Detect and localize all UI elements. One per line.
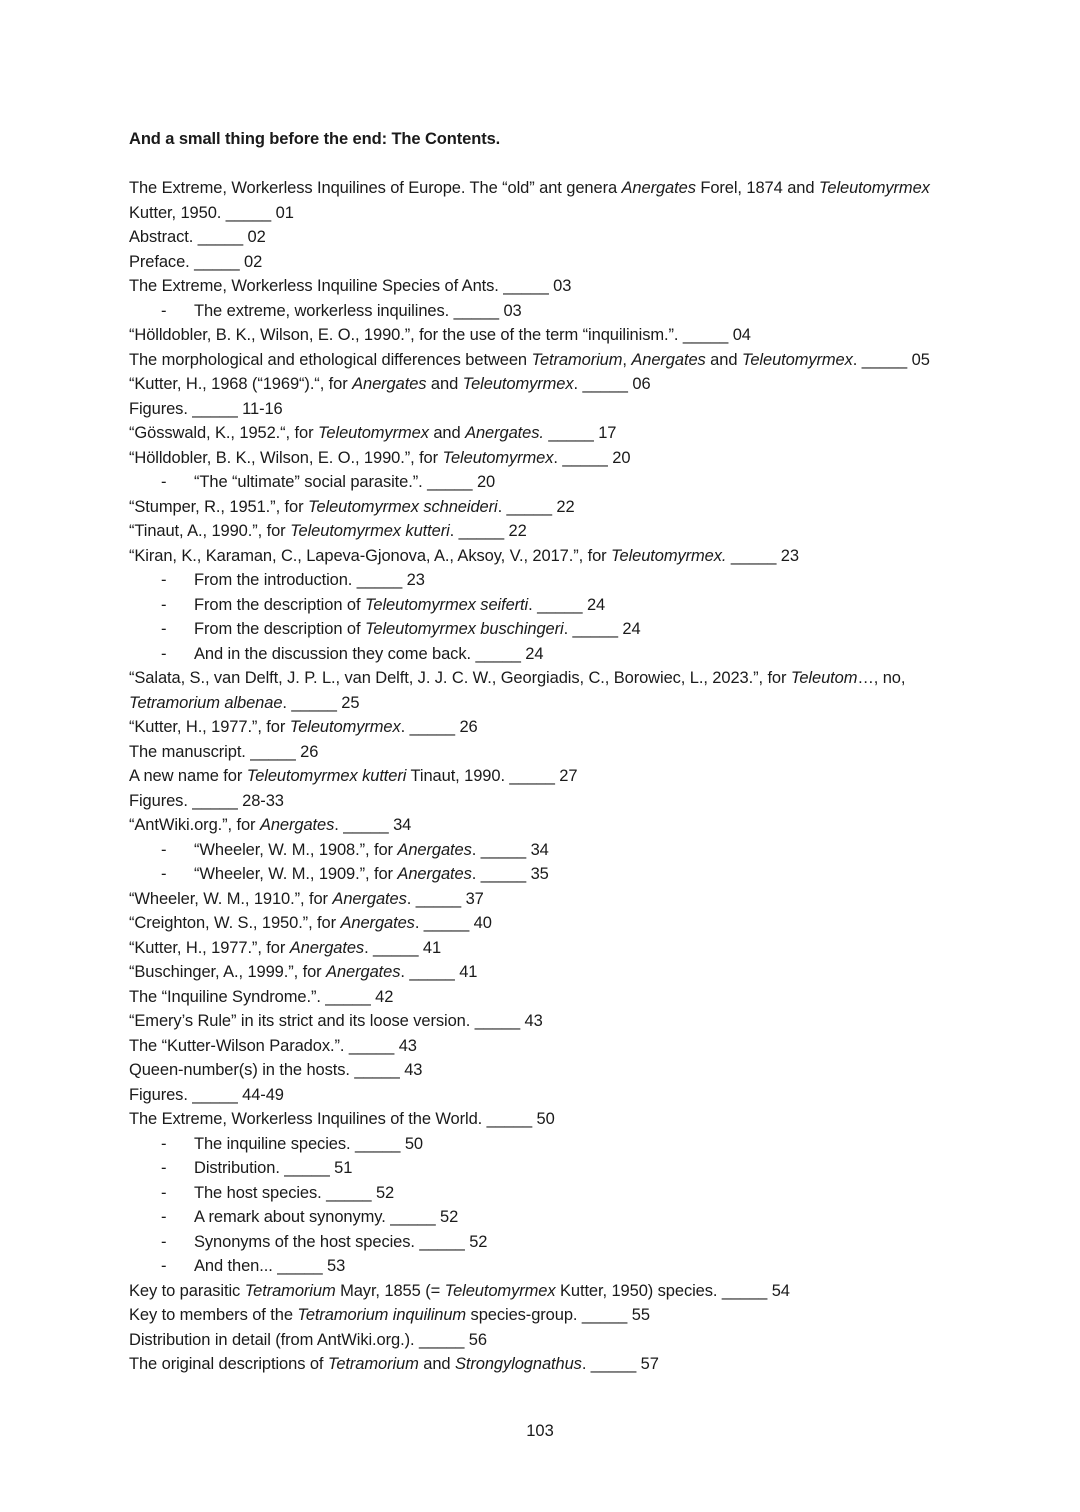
list-dash-marker: -	[161, 1257, 167, 1275]
entry-text: Figures. _____ 11-16	[129, 399, 283, 418]
entry-text: Kutter, 1950. _____ 01	[129, 203, 294, 222]
entry-text: “Wheeler, W. M., 1908.”, for	[194, 840, 398, 859]
entry-text: “Kutter, H., 1977.”, for	[129, 938, 290, 957]
taxon-name: Teleutomyrmex	[444, 1281, 556, 1300]
entry-text: The morphological and ethological differences between	[129, 350, 532, 369]
toc-subentry	[129, 838, 949, 863]
toc-subentry	[129, 568, 949, 593]
taxon-name: Anergates	[397, 865, 472, 883]
toc-entry	[129, 323, 949, 348]
entry-text: . _____ 24	[563, 620, 641, 638]
entry-text: . _____ 40	[414, 914, 492, 932]
toc-subentry	[129, 1230, 949, 1255]
toc-subentry	[129, 1205, 949, 1230]
toc-entry	[129, 1107, 949, 1132]
toc-subentry	[129, 470, 949, 495]
entry-text: “Kutter, H., 1968 (“1969“).“, for	[129, 375, 353, 393]
entry-text: Mayr, 1855 (=	[335, 1281, 445, 1300]
entry-text: . _____ 41	[400, 963, 478, 981]
toc-entry	[129, 519, 949, 544]
entry-text: A new name for	[129, 767, 247, 785]
taxon-name: Anergates	[259, 816, 335, 834]
entry-text: Preface. _____ 02	[129, 252, 263, 271]
toc-entry	[129, 1328, 949, 1353]
list-dash-marker: -	[161, 571, 167, 589]
entry-text: From the introduction. _____ 23	[194, 571, 425, 589]
toc-entry	[129, 1034, 949, 1059]
entry-text: “Wheeler, W. M., 1909.”, for	[194, 865, 398, 883]
entry-text: The Extreme, Workerless Inquilines of the World. _____ 50	[129, 1110, 555, 1128]
toc-entry	[129, 225, 949, 250]
entry-text: . _____ 05	[852, 350, 930, 369]
toc-subentry	[129, 862, 949, 887]
toc-subentry	[129, 642, 949, 667]
taxon-name: Anergates	[621, 179, 696, 197]
entry-text: “AntWiki.org.”, for	[129, 816, 260, 834]
entry-text: “Kutter, H., 1977.”, for	[129, 718, 290, 736]
toc-entry	[129, 789, 949, 814]
entry-text: The Extreme, Workerless Inquilines of Europe. The “old” ant genera	[129, 179, 622, 197]
toc-entry	[129, 446, 949, 471]
entry-text: From the description of	[194, 595, 365, 614]
toc-entry	[129, 176, 949, 225]
toc-entry	[129, 397, 949, 422]
list-dash-marker: -	[161, 865, 167, 883]
entry-text: “Salata, S., van Delft, J. P. L., van Delft, J. J. C. W., Georgiadis, C., Borowiec, L., 2023.”, for	[129, 669, 791, 687]
entry-text: . _____ 34	[471, 840, 549, 859]
taxon-name: Teleutomyrmex seiferti	[364, 595, 529, 614]
entry-text: . _____ 06	[573, 375, 651, 393]
toc-entry	[129, 911, 949, 936]
toc-entry	[129, 544, 949, 569]
entry-text: . _____ 25	[282, 693, 360, 712]
entry-text: Distribution in detail (from AntWiki.org.). _____ 56	[129, 1330, 487, 1349]
taxon-name: Teleutomyrmex.	[611, 546, 727, 565]
entry-text: “Tinaut, A., 1990.”, for	[129, 522, 291, 540]
entry-text: The host species. _____ 52	[194, 1183, 395, 1202]
toc-entry	[129, 348, 949, 373]
toc-entry	[129, 764, 949, 789]
entry-text: From the description of	[194, 620, 365, 638]
taxon-name: Teleutomyrmex	[462, 375, 574, 393]
toc-subentry	[129, 299, 949, 324]
taxon-name: Anergates	[340, 914, 415, 932]
toc-entry	[129, 960, 949, 985]
entry-text: The inquiline species. _____ 50	[194, 1134, 423, 1153]
table-of-contents	[129, 176, 949, 1377]
page-number: 103	[526, 1422, 554, 1440]
entry-text: “Hölldobler, B. K., Wilson, E. O., 1990.”, for the use of the term “inquilinism.”. _____ 04	[129, 326, 751, 344]
toc-entry	[129, 1303, 949, 1328]
list-dash-marker: -	[161, 473, 167, 491]
toc-entry	[129, 1009, 949, 1034]
toc-entry	[129, 250, 949, 275]
entry-text: . _____ 37	[406, 889, 484, 908]
toc-subentry	[129, 1156, 949, 1181]
entry-text: “Gösswald, K., 1952.“, for	[129, 424, 318, 442]
list-dash-marker: -	[161, 1134, 167, 1153]
toc-subentry	[129, 1181, 949, 1206]
list-dash-marker: -	[161, 301, 167, 320]
entry-text: . _____ 20	[553, 448, 631, 467]
list-dash-marker: -	[161, 840, 167, 859]
entry-text: The original descriptions of	[129, 1355, 328, 1373]
entry-text: The “Kutter-Wilson Paradox.”. _____ 43	[129, 1036, 417, 1055]
toc-entry	[129, 936, 949, 961]
entry-text: . _____ 22	[497, 497, 575, 516]
toc-entry	[129, 1352, 949, 1377]
entry-text: The manuscript. _____ 26	[129, 742, 319, 761]
entry-text: Key to members of the	[129, 1306, 298, 1324]
list-dash-marker: -	[161, 620, 167, 638]
entry-text: “Buschinger, A., 1999.”, for	[129, 963, 327, 981]
entry-text: . _____ 26	[400, 718, 478, 736]
toc-entry	[129, 887, 949, 912]
entry-text: . _____ 34	[334, 816, 412, 834]
entry-text: _____ 23	[726, 546, 799, 565]
toc-subentry	[129, 593, 949, 618]
entry-text: . _____ 57	[581, 1355, 659, 1373]
entry-text: The Extreme, Workerless Inquiline Species of Ants. _____ 03	[129, 277, 572, 295]
taxon-name: Anergates	[397, 840, 472, 859]
entry-text: The extreme, workerless inquilines. _____ 03	[194, 301, 522, 320]
entry-text: . _____ 35	[471, 865, 549, 883]
toc-entry	[129, 666, 949, 715]
entry-text: Kutter, 1950) species. _____ 54	[555, 1281, 790, 1300]
document-page	[129, 127, 949, 1377]
entry-text: A remark about synonymy. _____ 52	[194, 1208, 459, 1226]
taxon-name: Tetramorium	[244, 1281, 336, 1300]
entry-text: _____ 17	[543, 424, 617, 442]
entry-text: species-group. _____ 55	[466, 1306, 650, 1324]
entry-text: and	[428, 424, 466, 442]
taxon-name: Tetramorium	[531, 350, 623, 369]
toc-entry	[129, 1058, 949, 1083]
taxon-name: Teleutomyrmex	[317, 424, 429, 442]
entry-text: Figures. _____ 28-33	[129, 791, 284, 810]
entry-text: and	[705, 350, 742, 369]
taxon-name: Anergates	[289, 938, 365, 957]
entry-text: “Hölldobler, B. K., Wilson, E. O., 1990.”, for	[129, 448, 443, 467]
entry-text: “Stumper, R., 1951.”, for	[129, 497, 308, 516]
entry-text: Forel, 1874 and	[695, 179, 819, 197]
entry-text: Synonyms of the host species. _____ 52	[194, 1232, 488, 1251]
entry-text: And in the discussion they come back. _____ 24	[194, 644, 544, 663]
taxon-name: Teleutomyrmex	[289, 718, 401, 736]
toc-subentry	[129, 1254, 949, 1279]
toc-subentry	[129, 617, 949, 642]
taxon-name: Teleutomyrmex	[818, 179, 930, 197]
toc-entry	[129, 421, 949, 446]
list-dash-marker: -	[161, 644, 167, 663]
taxon-name: Anergates	[326, 963, 401, 981]
taxon-name: Teleutomyrmex kutteri	[290, 522, 450, 540]
toc-entry	[129, 985, 949, 1010]
entry-text: Abstract. _____ 02	[129, 228, 266, 246]
entry-text: Key to parasitic	[129, 1281, 245, 1300]
entry-text: “The “ultimate” social parasite.”. _____ 20	[194, 473, 496, 491]
taxon-name: Teleutom	[790, 669, 858, 687]
entry-text: Tinaut, 1990. _____ 27	[406, 767, 578, 785]
list-dash-marker: -	[161, 1208, 167, 1226]
toc-entry	[129, 495, 949, 520]
entry-text: . _____ 41	[364, 938, 442, 957]
entry-text: “Kiran, K., Karaman, C., Lapeva-Gjonova, A., Aksoy, V., 2017.”, for	[129, 546, 612, 565]
list-dash-marker: -	[161, 595, 167, 614]
toc-entry	[129, 813, 949, 838]
taxon-name: Tetramorium albenae	[129, 693, 283, 712]
entry-text: Queen-number(s) in the hosts. _____ 43	[129, 1061, 423, 1079]
toc-entry	[129, 1083, 949, 1108]
entry-text: and	[426, 375, 463, 393]
toc-entry	[129, 740, 949, 765]
toc-entry	[129, 372, 949, 397]
toc-subentry	[129, 1132, 949, 1157]
toc-entry	[129, 274, 949, 299]
toc-entry	[129, 715, 949, 740]
list-dash-marker: -	[161, 1232, 167, 1251]
taxon-name: Strongylognathus	[454, 1355, 582, 1373]
taxon-name: Tetramorium inquilinum	[297, 1306, 467, 1324]
toc-entry	[129, 1279, 949, 1304]
taxon-name: Anergates.	[465, 424, 544, 442]
entry-text: “Wheeler, W. M., 1910.”, for	[129, 889, 333, 908]
taxon-name: Teleutomyrmex buschingeri	[364, 620, 564, 638]
taxon-name: Anergates	[352, 375, 427, 393]
entry-text: . _____ 22	[449, 522, 527, 540]
entry-text: And then... _____ 53	[194, 1257, 346, 1275]
taxon-name: Teleutomyrmex schneideri	[307, 497, 498, 516]
entry-text: Figures. _____ 44-49	[129, 1085, 284, 1104]
taxon-name: Teleutomyrmex	[442, 448, 554, 467]
taxon-name: Anergates	[631, 350, 706, 369]
entry-text: ,	[622, 350, 632, 369]
taxon-name: Teleutomyrmex kutteri	[246, 767, 407, 785]
entry-text: “Creighton, W. S., 1950.”, for	[129, 914, 341, 932]
list-dash-marker: -	[161, 1159, 167, 1177]
entry-text: “Emery’s Rule” in its strict and its loose version. _____ 43	[129, 1012, 543, 1030]
entry-text: . _____ 24	[528, 595, 606, 614]
entry-text: The “Inquiline Syndrome.”. _____ 42	[129, 987, 394, 1006]
entry-text: Distribution. _____ 51	[194, 1159, 353, 1177]
contents-heading: And a small thing before the end: The Contents.	[129, 130, 501, 148]
taxon-name: Anergates	[332, 889, 407, 908]
entry-text: and	[418, 1355, 455, 1373]
taxon-name: Teleutomyrmex	[741, 350, 853, 369]
list-dash-marker: -	[161, 1183, 167, 1202]
taxon-name: Tetramorium	[327, 1355, 419, 1373]
entry-text: …, no,	[857, 669, 906, 687]
